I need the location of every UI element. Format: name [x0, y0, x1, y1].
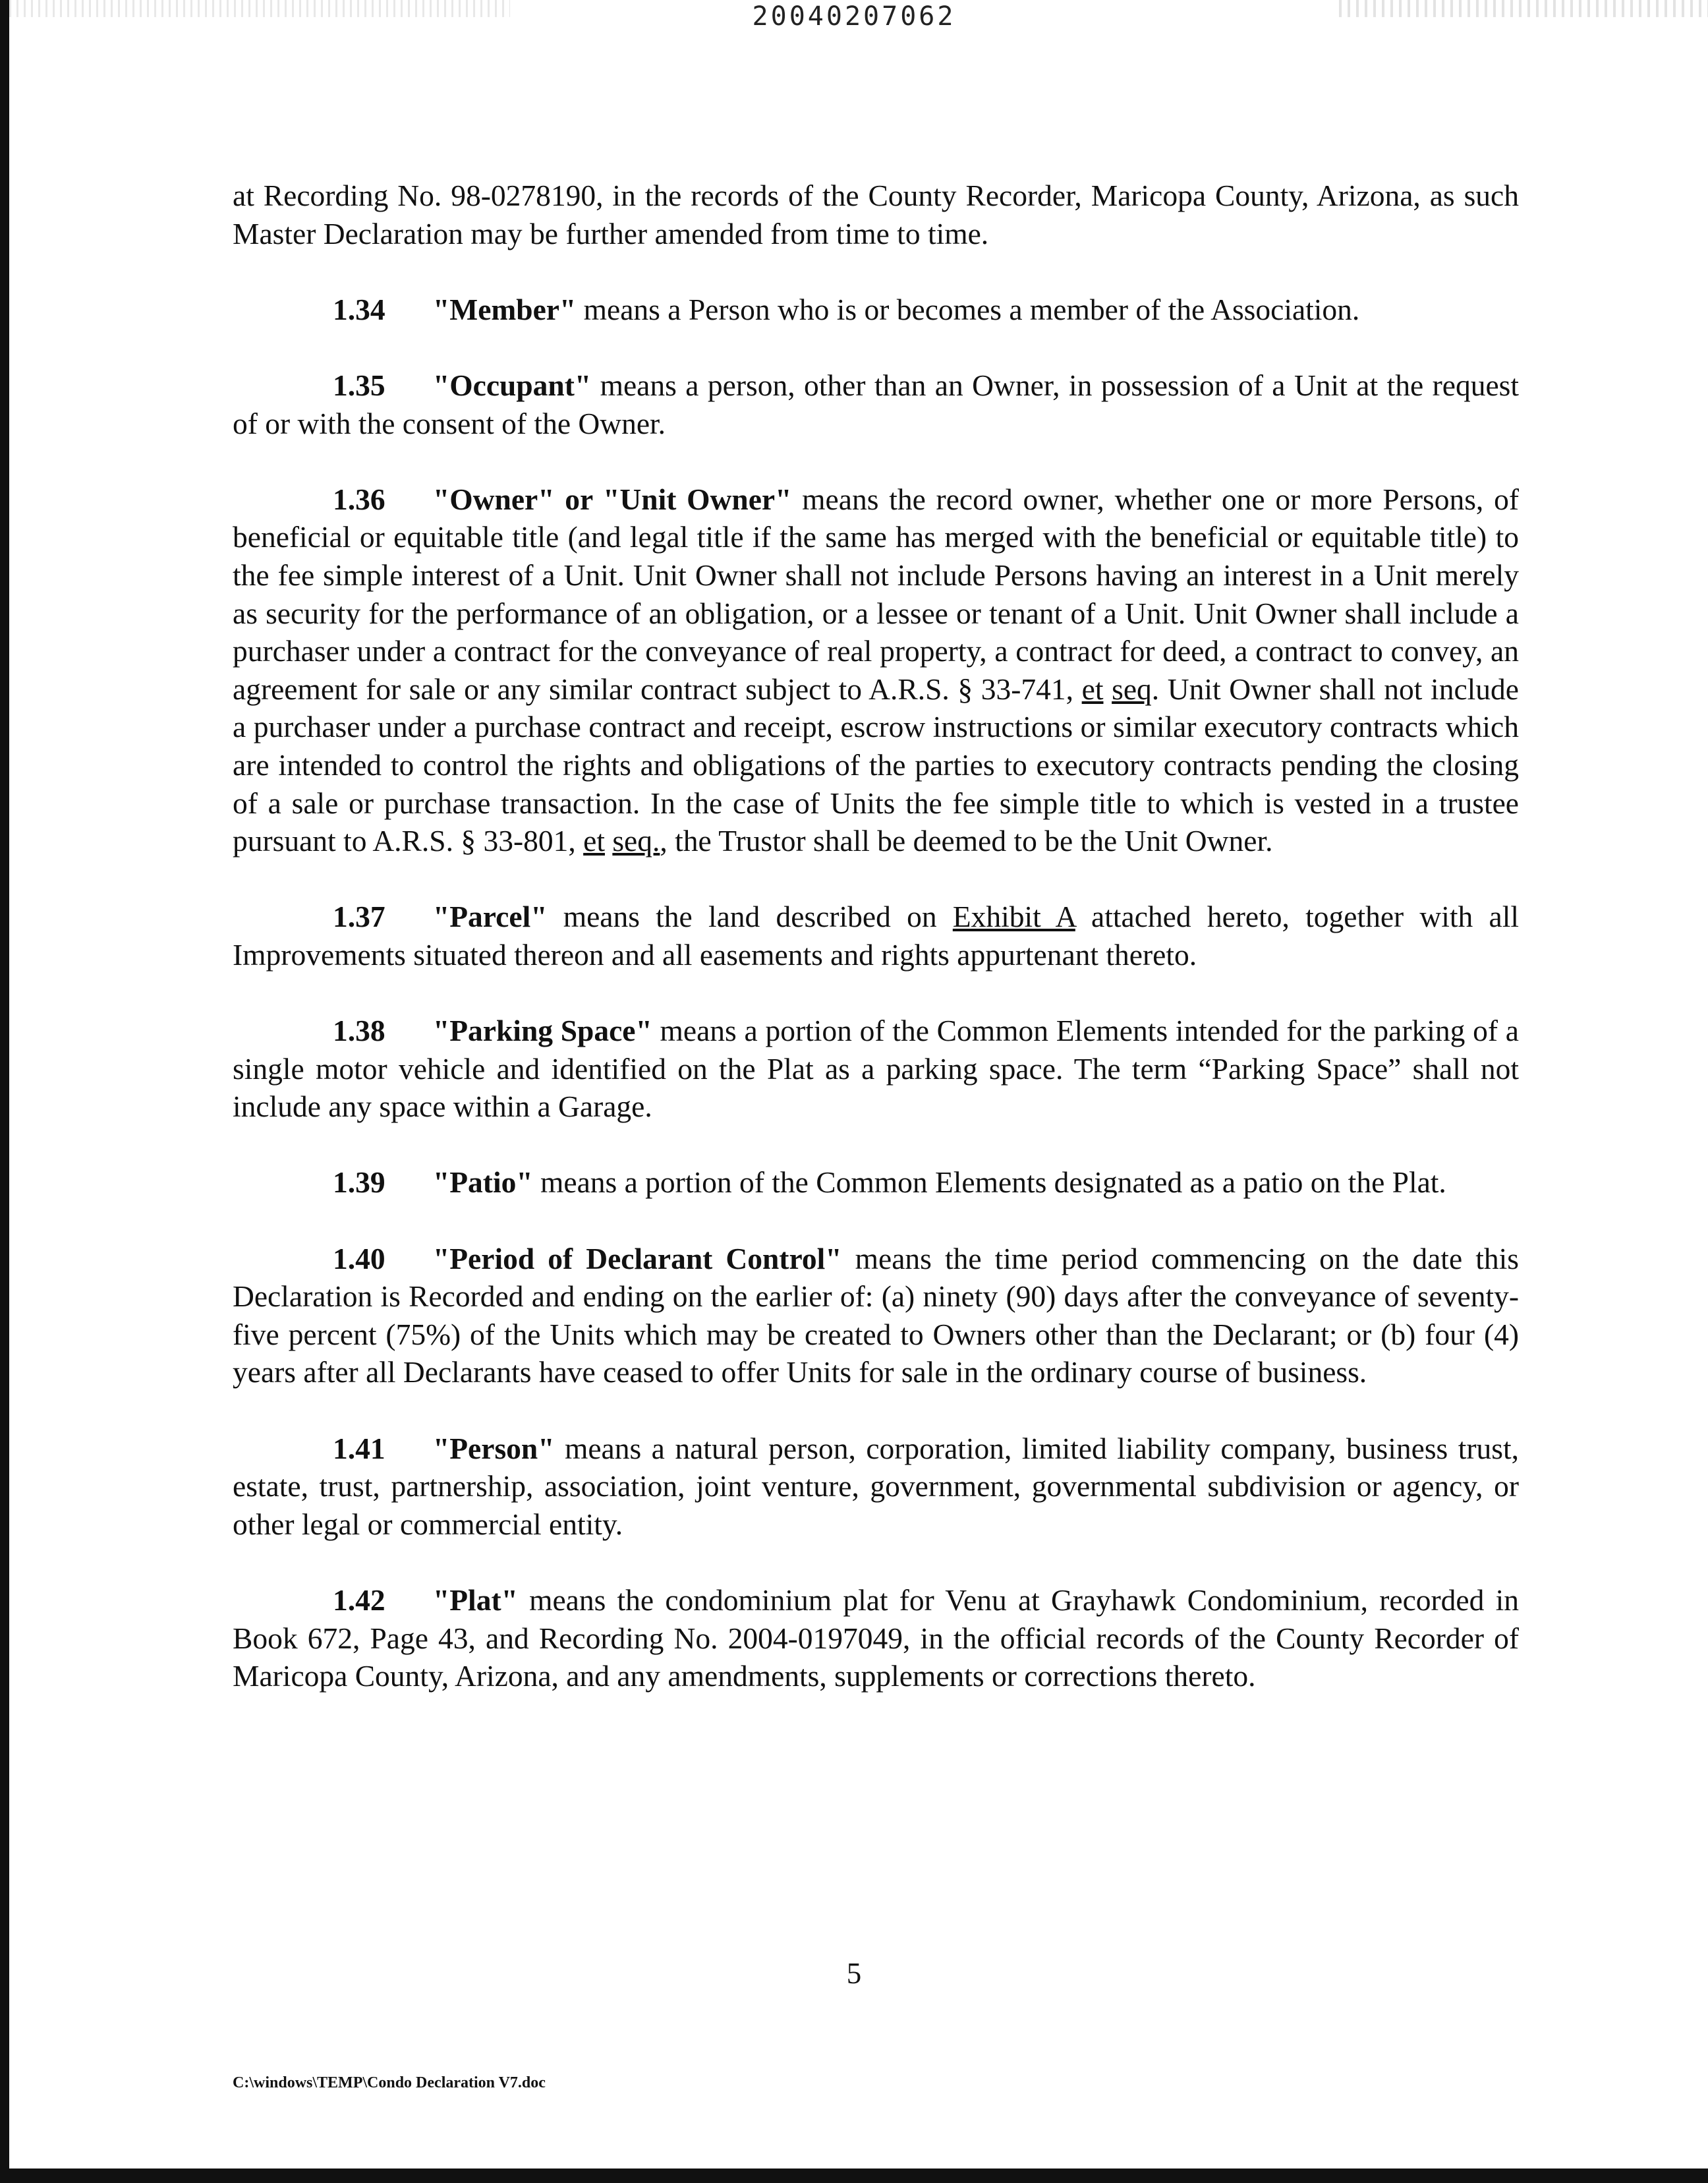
- definition-text: means the time period commencing on the date this Declaration is Recorded and ending on the earlier of: (a) ninety (90) days after the conveyance of seventy-five percent (75%) of the Units which may be created to Owners other than the Declarant; or (b) four (4) years after all Declarants have ceased to offer Units for sale in the ordinary course of business.: [233, 1241, 1519, 1389]
- exhibit-reference: Exhibit A: [952, 900, 1075, 934]
- definition-text: means a person, other than an Owner, in possession of a Unit at the request of or with the consent of the Owner.: [233, 368, 1519, 440]
- defined-term: "Occupant": [433, 368, 592, 402]
- section-1-41: [233, 1430, 1519, 1544]
- section-number: 1.38: [333, 1014, 385, 1048]
- definition-text: means a portion of the Common Elements designated as a patio on the Plat.: [532, 1165, 1446, 1200]
- section-1-39: [233, 1163, 1519, 1202]
- file-path-footer: C:\windows\TEMP\Condo Declaration V7.doc: [233, 2074, 546, 2091]
- section-number: 1.36: [333, 482, 385, 516]
- defined-term: "Person": [433, 1431, 555, 1465]
- section-number: 1.39: [333, 1165, 385, 1200]
- section-1-40: [233, 1240, 1519, 1391]
- definition-text: means a natural person, corporation, limited liability company, business trust, estate, trust, partnership, association, joint venture, government, governmental subdivision or agency, or other legal or commercial entity.: [233, 1431, 1519, 1541]
- latin-seq: seq.: [612, 824, 660, 858]
- section-number: 1.34: [333, 292, 385, 326]
- section-number: 1.42: [333, 1583, 385, 1617]
- section-1-38: [233, 1012, 1519, 1126]
- scan-left-border: [0, 0, 9, 2183]
- defined-term: "Member": [433, 292, 577, 326]
- definition-text: means a portion of the Common Elements intended for the parking of a single motor vehicle and identified on the Plat as a parking space. The term “Parking Space” shall not include any space within a Garage.: [233, 1014, 1519, 1124]
- defined-term: "Patio": [433, 1165, 533, 1200]
- definition-text: , the Trustor shall be deemed to be the Unit Owner.: [660, 824, 1273, 858]
- page-number: 5: [846, 1957, 862, 1990]
- section-number: 1.37: [333, 900, 385, 934]
- definition-text: attached hereto, together with all Improvements situated thereon and all easements and rights appurtenant thereto.: [233, 900, 1519, 972]
- intro-paragraph: at Recording No. 98-0278190, in the records of the County Recorder, Maricopa County, Arizona, as such Master Declaration may be further amended from time to time.: [233, 179, 1519, 250]
- section-number: 1.40: [333, 1241, 385, 1275]
- definition-text: means the land described on: [547, 900, 953, 934]
- definition-text: means the record owner, whether one or more Persons, of beneficial or equitable title (and legal title if the same has merged with the beneficial or equitable title) to the fee simple interest of a Unit. Unit Owner shall not include Persons having an interest in a Unit merely as security for the performance of an obligation, or a lessee or tenant of a Unit. Unit Owner shall include a purchaser under a contract for the conveyance of real property, a contract for deed, a contract to convey, an agreement for sale or any similar contract subject to A.R.S. § 33-741,: [233, 482, 1519, 706]
- defined-term: "Period of Declarant Control": [433, 1241, 842, 1275]
- recording-number: 20040207062: [752, 1, 956, 32]
- definition-text: means the condominium plat for Venu at Grayhawk Condominium, recorded in Book 672, Page 43, and Recording No. 2004-0197049, in the official records of the County Recorder of Maricopa County, Arizona, and any amendments, supplements or corrections thereto.: [233, 1583, 1519, 1693]
- section-1-35: [233, 366, 1519, 442]
- scan-bottom-border: [0, 2168, 1708, 2183]
- section-1-34: [233, 291, 1519, 329]
- defined-term: "Parking Space": [433, 1014, 652, 1048]
- section-1-36: [233, 480, 1519, 860]
- defined-term: "Owner" or "Unit Owner": [433, 482, 792, 516]
- section-1-42: [233, 1581, 1519, 1695]
- defined-term: "Plat": [433, 1583, 518, 1617]
- latin-et: et: [1081, 672, 1104, 706]
- document-body: [233, 177, 1519, 1695]
- latin-et: et: [583, 824, 605, 858]
- latin-seq: seq: [1112, 672, 1152, 706]
- defined-term: "Parcel": [433, 900, 548, 934]
- section-1-37: [233, 898, 1519, 974]
- section-number: 1.41: [333, 1431, 385, 1465]
- definition-text: . Unit Owner shall not include a purchaser under a purchase contract and receipt, escrow instructions or similar executory contracts which are intended to control the rights and obligations of the parties to executory contracts pending the closing of a sale or purchase transaction. In the case of Units the fee simple title to which is vested in a trustee pursuant to A.R.S. § 33-801,: [233, 672, 1519, 858]
- definition-text: means a Person who is or becomes a member of the Association.: [576, 292, 1360, 326]
- section-number: 1.35: [333, 368, 385, 402]
